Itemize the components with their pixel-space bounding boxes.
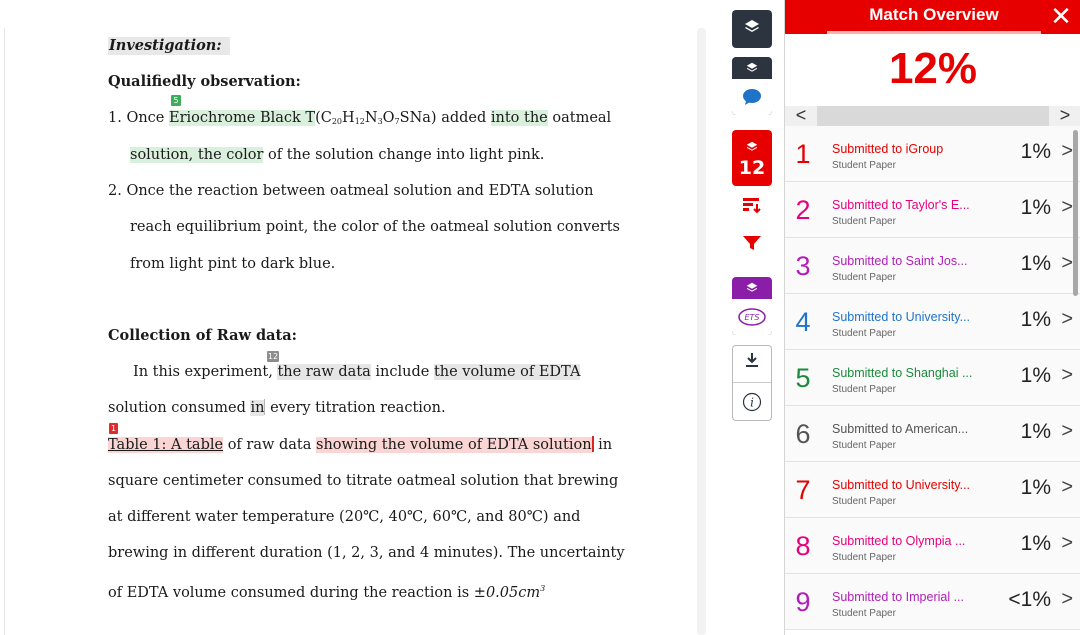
match-type: Student Paper bbox=[832, 608, 896, 619]
panel-scrollbar[interactable] bbox=[1073, 130, 1078, 296]
match-highlight[interactable]: the volume of EDTA bbox=[433, 364, 581, 380]
chevron-right-icon[interactable]: > bbox=[1061, 196, 1073, 218]
match-type: Student Paper bbox=[832, 440, 896, 451]
match-source: Submitted to Saint Jos... bbox=[832, 254, 968, 268]
match-highlight[interactable]: Table 1: A table bbox=[108, 437, 224, 453]
chevron-right-icon[interactable]: > bbox=[1061, 476, 1073, 498]
chevron-right-icon[interactable]: > bbox=[1061, 308, 1073, 330]
match-highlight[interactable]: solution, the color bbox=[130, 147, 264, 163]
match-row[interactable] bbox=[785, 350, 1080, 406]
observation-item-1-cont: solution, the color of the solution change into light pink. bbox=[130, 147, 545, 163]
match-percent: 1% bbox=[1020, 420, 1051, 443]
match-type: Student Paper bbox=[832, 328, 896, 339]
chemical-formula: $(C_{20}H_{12}N_3O_7SNa)$ bbox=[315, 110, 437, 126]
raw-data-paragraph-line2: solution consumed in every titration reaction. bbox=[108, 400, 446, 416]
chevron-right-icon[interactable]: > bbox=[1061, 532, 1073, 554]
match-row[interactable] bbox=[785, 126, 1080, 182]
document-scrollbar[interactable] bbox=[697, 28, 706, 635]
ets-tool[interactable] bbox=[732, 277, 772, 335]
text-cursor bbox=[264, 399, 265, 415]
match-percent: 1% bbox=[1020, 196, 1051, 219]
layers-icon bbox=[732, 57, 772, 79]
observation-item-2: 2. Once the reaction between oatmeal solution and EDTA solution bbox=[108, 183, 594, 199]
table-caption-line5: of EDTA volume consumed during the reaction is $\pm 0.05cm^3$ bbox=[108, 584, 546, 601]
match-source: Submitted to University... bbox=[832, 478, 971, 492]
match-percent: <1% bbox=[1008, 588, 1051, 611]
match-percent: 1% bbox=[1020, 140, 1051, 163]
previous-arrow-icon[interactable]: < bbox=[785, 106, 817, 126]
match-row[interactable] bbox=[785, 574, 1080, 630]
heading-raw-data: Collection of Raw data: bbox=[108, 327, 297, 344]
match-marker-12[interactable]: 12 bbox=[267, 352, 279, 361]
match-number: 8 bbox=[795, 531, 811, 561]
chevron-right-icon[interactable]: > bbox=[1061, 364, 1073, 386]
match-type: Student Paper bbox=[832, 552, 896, 563]
match-source: Submitted to American... bbox=[832, 422, 969, 436]
match-row[interactable] bbox=[785, 182, 1080, 238]
match-number: 5 bbox=[795, 363, 811, 393]
match-nav-bar bbox=[785, 106, 1080, 126]
match-marker-1[interactable]: 1 bbox=[110, 424, 117, 433]
page-edge bbox=[4, 28, 5, 635]
chevron-right-icon[interactable]: > bbox=[1061, 420, 1073, 442]
match-percent: 1% bbox=[1020, 364, 1051, 387]
layers-icon bbox=[732, 137, 772, 157]
comment-icon[interactable] bbox=[732, 79, 772, 115]
sort-icon bbox=[742, 196, 762, 218]
download-icon[interactable] bbox=[743, 351, 761, 373]
match-row[interactable] bbox=[785, 238, 1080, 294]
filter-button[interactable] bbox=[732, 228, 772, 262]
match-number: 9 bbox=[795, 587, 811, 617]
match-source: Submitted to Olympia ... bbox=[832, 534, 966, 548]
match-source: Submitted to Imperial ... bbox=[832, 590, 965, 604]
match-row[interactable] bbox=[785, 294, 1080, 350]
match-highlight[interactable]: the raw data bbox=[277, 364, 371, 380]
svg-text:ETS: ETS bbox=[744, 313, 760, 322]
sort-button[interactable] bbox=[732, 190, 772, 224]
raw-data-paragraph: In this experiment, the raw data include the volume of EDTA bbox=[133, 364, 581, 380]
match-marker-5[interactable]: 5 bbox=[171, 95, 181, 106]
divider bbox=[733, 382, 771, 383]
match-overview-panel bbox=[784, 0, 1080, 635]
match-type: Student Paper bbox=[832, 272, 896, 283]
match-row[interactable] bbox=[785, 406, 1080, 462]
comments-tool[interactable] bbox=[732, 57, 772, 115]
table-caption-line4: brewing in different duration (1, 2, 3, and 4 minutes). The uncertainty bbox=[108, 545, 625, 561]
text-cursor bbox=[592, 436, 594, 452]
match-highlight[interactable]: in bbox=[250, 400, 265, 416]
match-row[interactable] bbox=[785, 462, 1080, 518]
match-type: Student Paper bbox=[832, 496, 896, 507]
match-overview-button[interactable] bbox=[732, 130, 772, 186]
match-highlight[interactable]: into the bbox=[490, 110, 548, 126]
match-type: Student Paper bbox=[832, 160, 896, 171]
chevron-right-icon[interactable]: > bbox=[1061, 588, 1073, 610]
match-count: 12 bbox=[738, 157, 766, 179]
match-percent: 1% bbox=[1020, 308, 1051, 331]
match-source: Submitted to University... bbox=[832, 310, 971, 324]
similarity-percentage: 12% bbox=[888, 44, 978, 93]
match-row[interactable] bbox=[785, 518, 1080, 574]
info-icon[interactable] bbox=[742, 392, 762, 416]
uncertainty-value: $\pm 0.05cm^3$ bbox=[473, 584, 546, 601]
match-source: Submitted to Shanghai ... bbox=[832, 366, 973, 380]
match-percent: 1% bbox=[1020, 532, 1051, 555]
match-percent: 1% bbox=[1020, 252, 1051, 275]
match-highlight[interactable]: showing the volume of EDTA solution bbox=[316, 437, 592, 453]
match-type: Student Paper bbox=[832, 216, 896, 227]
tool-rail bbox=[720, 0, 784, 635]
svg-text:i: i bbox=[750, 395, 754, 409]
download-info-group bbox=[732, 345, 772, 421]
heading-investigation: Investigation: bbox=[108, 37, 230, 55]
match-number: 7 bbox=[795, 475, 811, 505]
next-arrow-icon[interactable]: > bbox=[1049, 106, 1080, 126]
match-list bbox=[785, 126, 1080, 630]
close-icon[interactable]: ✕ bbox=[1050, 1, 1072, 31]
match-percent: 1% bbox=[1020, 476, 1051, 499]
panel-title: Match Overview bbox=[827, 0, 1041, 34]
layers-icon bbox=[744, 19, 760, 39]
layers-icon bbox=[732, 277, 772, 299]
layers-button[interactable] bbox=[732, 10, 772, 48]
table-caption-line2: square centimeter consumed to titrate oatmeal solution that brewing bbox=[108, 473, 619, 489]
chevron-right-icon[interactable]: > bbox=[1061, 252, 1073, 274]
match-source: Submitted to Taylor's E... bbox=[832, 198, 970, 212]
match-number: 6 bbox=[795, 419, 811, 449]
ets-icon[interactable] bbox=[732, 299, 772, 335]
panel-header bbox=[785, 0, 1080, 34]
observation-item-2-line2: reach equilibrium point, the color of the oatmeal solution converts bbox=[130, 219, 620, 235]
filter-icon bbox=[742, 234, 762, 256]
match-highlight[interactable]: Eriochrome Black T bbox=[169, 110, 316, 126]
chevron-right-icon[interactable]: > bbox=[1061, 140, 1073, 162]
observation-item-1: 1. Once Eriochrome Black $T(C_{20}H_{12}N_3O_7SNa)$ added into the oatmeal bbox=[108, 110, 612, 126]
match-source: Submitted to iGroup bbox=[832, 142, 944, 156]
match-type: Student Paper bbox=[832, 384, 896, 395]
observation-item-2-line3: from light pint to dark blue. bbox=[130, 256, 336, 272]
table-caption-line3: at different water temperature (20℃, 40℃, 60℃, and 80℃) and bbox=[108, 509, 581, 525]
heading-observation: Qualifiedly observation: bbox=[108, 73, 301, 90]
table-caption: Table 1: A table of raw data showing the volume of EDTA solution in bbox=[108, 437, 613, 453]
match-number: 3 bbox=[795, 251, 811, 281]
match-number: 2 bbox=[795, 195, 811, 225]
match-number: 4 bbox=[795, 307, 811, 337]
match-number: 1 bbox=[795, 139, 811, 169]
